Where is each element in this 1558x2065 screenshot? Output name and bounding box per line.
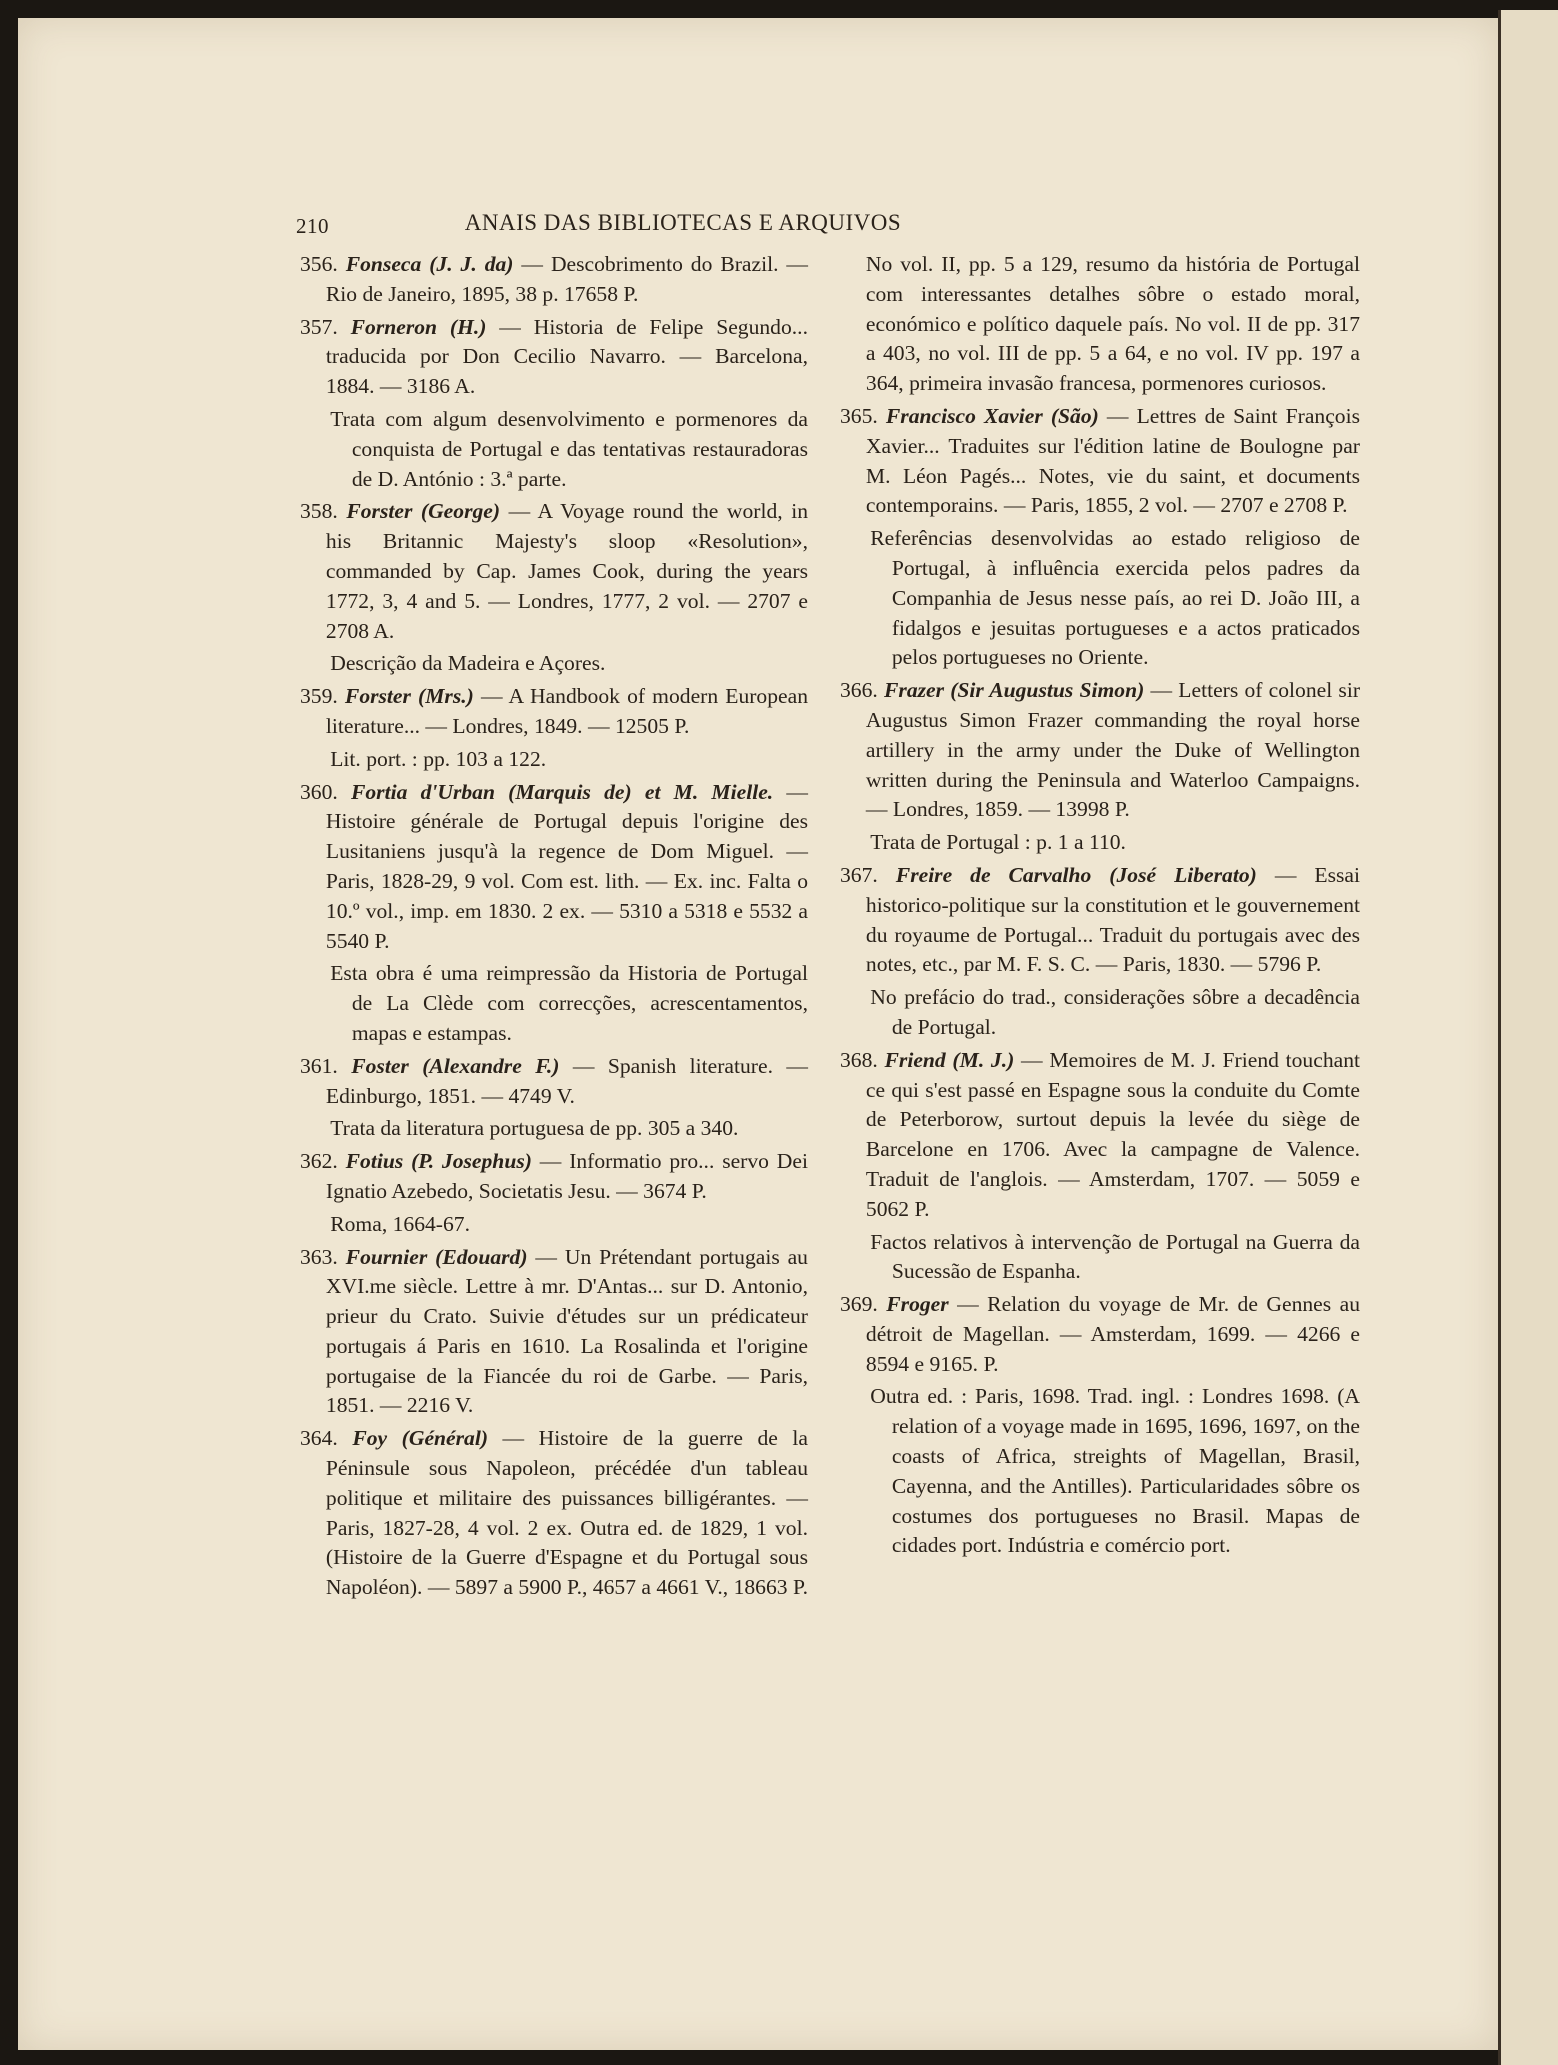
next-page-edge: [1498, 10, 1558, 2065]
entry-number: 367.: [840, 862, 878, 887]
page-header: [278, 210, 1088, 250]
entry-text: — Histoire de la guerre de la Péninsule sous Napoleon, précédée d'un tableau politique et militaire des puissances billigérantes. — Paris, 1827-28, 4 vol. 2 ex. Outra ed. de 1829, 1 vol. (Histoire de la Guerre d'Espagne et du Portugal sous Napoléon). — 5897 a 5900 P., 4657 a 4661 V., 18663 P.: [325, 1426, 808, 1600]
entry-number: 366.: [840, 678, 878, 703]
entry-number: 362.: [300, 1149, 338, 1174]
entry-note: Factos relativos à intervenção de Portugal na Guerra da Sucessão de Espanha.: [870, 1229, 1360, 1284]
entry-author: Fortia d'Urban (Marquis de) et M. Mielle.: [350, 779, 774, 804]
entry-text: — Letters of colonel sir Augustus Simon Frazer commanding the royal horse artillery in the army under the Duke of Wellington written during the Peninsula and Waterloo Campaigns. — Londres, 1859. — 13998 P.: [865, 678, 1361, 822]
entry-author: Francisco Xavier (São): [885, 403, 1099, 428]
running-title: ANAIS DAS BIBLIOTECAS E ARQUIVOS: [464, 210, 902, 235]
bibliography-entry: [300, 1424, 808, 1603]
entry-continuation: No vol. II, pp. 5 a 129, resumo da história de Portugal com interessantes detalhes sôbre o estado moral, económico e político daquele país. No vol. II de pp. 317 a 403, no vol. III de pp. 5 a 64, e no vol. IV pp. 197 a 364, primeira invasão francesa, pormenores curiosos.: [865, 252, 1360, 396]
entry-text: — Un Prétendant portugais au XVI.me siècle. Lettre à mr. D'Antas... sur D. Antonio, prieur du Crato. Suivie d'études sur un prédicateur portugais á Paris en 1610. La Rosalinda et l'origine portugaise de la Fiancée du roi de Garbe. — Paris, 1851. — 2216 V.: [325, 1244, 808, 1418]
entry-note: Lit. port. : pp. 103 a 122.: [330, 746, 547, 771]
entry-text: — Descobrimento do Brazil. — Rio de Janeiro, 1895, 38 p. 17658 P.: [325, 252, 809, 306]
page-number: 210: [296, 214, 329, 238]
entry-author: Foster (Alexandre F.): [351, 1053, 560, 1078]
entry-number: 356.: [300, 252, 338, 276]
entry-note: Outra ed. : Paris, 1698. Trad. ingl. : Londres 1698. (A relation of a voyage made in 1695, 1696, 1697, on the coasts of Africa, streights of Magellan, Brasil, Cayenna, and the Antilles). Particularidades sôbre os costumes dos portugueses no Brasil. Mapas de cidades port. Indústria e comércio port.: [870, 1384, 1360, 1558]
entry-note: Esta obra é uma reimpressão da Historia de Portugal de La Clède com correcções, acrescentamentos, mapas e estampas.: [330, 961, 808, 1045]
right-column: [840, 250, 1360, 1564]
bibliography-entry: [300, 1052, 808, 1112]
bibliography-entry: [840, 676, 1360, 825]
entry-note: Referências desenvolvidas ao estado religioso de Portugal, à influência exercida pelos padres da Companhia de Jesus nesse país, ao rei D. João III, a fidalgos e jesuitas portugueses e a actos praticados pelos portugueses no Oriente.: [870, 526, 1360, 670]
bibliography-entry: [840, 402, 1360, 521]
entry-number: 364.: [300, 1426, 338, 1451]
bibliography-entry: [840, 1046, 1360, 1225]
entry-author: Freire de Carvalho (José Liberato): [895, 862, 1257, 887]
bibliography-entry: [300, 497, 808, 646]
entry-note: No prefácio do trad., considerações sôbre a decadência de Portugal.: [870, 985, 1360, 1039]
entry-author: Friend (M. J.): [884, 1047, 1015, 1072]
entry-text: — A Handbook of modern European literature... — Londres, 1849. — 12505 P.: [325, 684, 808, 738]
entry-text: — Spanish literature. — Edinburgo, 1851. — 4749 V.: [325, 1053, 808, 1108]
entry-number: 360.: [300, 779, 338, 804]
bibliography-entry: [300, 1243, 808, 1422]
entry-number: 368.: [840, 1047, 878, 1072]
entry-text: — Memoires de M. J. Friend touchant ce qui s'est passé en Espagne sous la conduite du Comte de Peterborow, surtout depuis la levée du siège de Barcelone en 1706. Avec la campagne de Valence. Traduit de l'anglois. — Amsterdam, 1707. — 5059 e 5062 P.: [865, 1047, 1360, 1221]
entry-number: 363.: [300, 1244, 338, 1269]
entry-author: Fotius (P. Josephus): [345, 1149, 532, 1174]
entry-text: — Relation du voyage de Mr. de Gennes au détroit de Magellan. — Amsterdam, 1699. — 4266 e 8594 e 9165. P.: [865, 1292, 1360, 1376]
bibliography-entry: [300, 682, 808, 742]
entry-author: Frazer (Sir Augustus Simon): [884, 678, 1145, 703]
entry-number: 365.: [840, 403, 878, 428]
left-column: [300, 250, 808, 1606]
entry-author: Fournier (Edouard): [345, 1244, 528, 1269]
entry-text: — Informatio pro... servo Dei Ignatio Azebedo, Societatis Jesu. — 3674 P.: [325, 1149, 808, 1203]
entry-author: Foy (Général): [352, 1426, 489, 1451]
entry-author: Forneron (H.): [350, 314, 487, 339]
entry-number: 358.: [300, 499, 338, 524]
entry-number: 357.: [300, 314, 338, 339]
entry-number: 359.: [300, 684, 338, 709]
bibliography-entry: [300, 313, 808, 402]
entry-note: Trata de Portugal : p. 1 a 110.: [870, 830, 1126, 855]
entry-author: Fonseca (J. J. da): [345, 252, 514, 276]
entry-text: — Historia de Felipe Segundo... traducida por Don Cecilio Navarro. — Barcelona, 1884. — 3186 A.: [325, 314, 808, 399]
entry-author: Froger: [886, 1292, 949, 1317]
bibliography-entry: [840, 861, 1360, 980]
bibliography-entry: [300, 1147, 808, 1207]
entry-author: Forster (George): [346, 499, 501, 524]
entry-text: — Histoire générale de Portugal depuis l'origine des Lusitaniens jusqu'à la regence de Dom Miguel. — Paris, 1828-29, 9 vol. Com est. lith. — Ex. inc. Falta o 10.º vol., imp. em 1830. 2 ex. — 5310 a 5318 e 5532 a 5540 P.: [325, 779, 808, 953]
entry-number: 361.: [300, 1053, 338, 1078]
entry-text: — A Voyage round the world, in his Britannic Majesty's sloop «Resolution», commanded by Cap. James Cook, during the years 1772, 3, 4 and 5. — Londres, 1777, 2 vol. — 2707 e 2708 A.: [325, 499, 808, 643]
entry-note: Trata com algum desenvolvimento e pormenores da conquista de Portugal e das tentativas restauradoras de D. António : 3.ª parte.: [330, 406, 808, 491]
bibliography-entry: [300, 250, 808, 310]
entry-note: Trata da literatura portuguesa de pp. 305 a 340.: [330, 1116, 739, 1141]
entry-number: 369.: [840, 1292, 878, 1317]
bibliography-entry: [840, 1290, 1360, 1379]
entry-text: — Essai historico-politique sur la constitution et le gouvernement du royaume de Portugal... Traduit du portugais avec des notes, etc., par M. F. S. C. — Paris, 1830. — 5796 P.: [865, 862, 1360, 977]
entry-note: Descrição da Madeira e Açores.: [330, 651, 606, 676]
bibliography-entry: [300, 778, 808, 957]
entry-author: Forster (Mrs.): [344, 684, 474, 709]
entry-note: Roma, 1664-67.: [330, 1211, 470, 1236]
entry-text: — Lettres de Saint François Xavier... Traduites sur l'édition latine de Boulogne par M. Léon Pagés... Notes, vie du saint, et documents contemporains. — Paris, 1855, 2 vol. — 2707 e 2708 P.: [865, 403, 1360, 518]
